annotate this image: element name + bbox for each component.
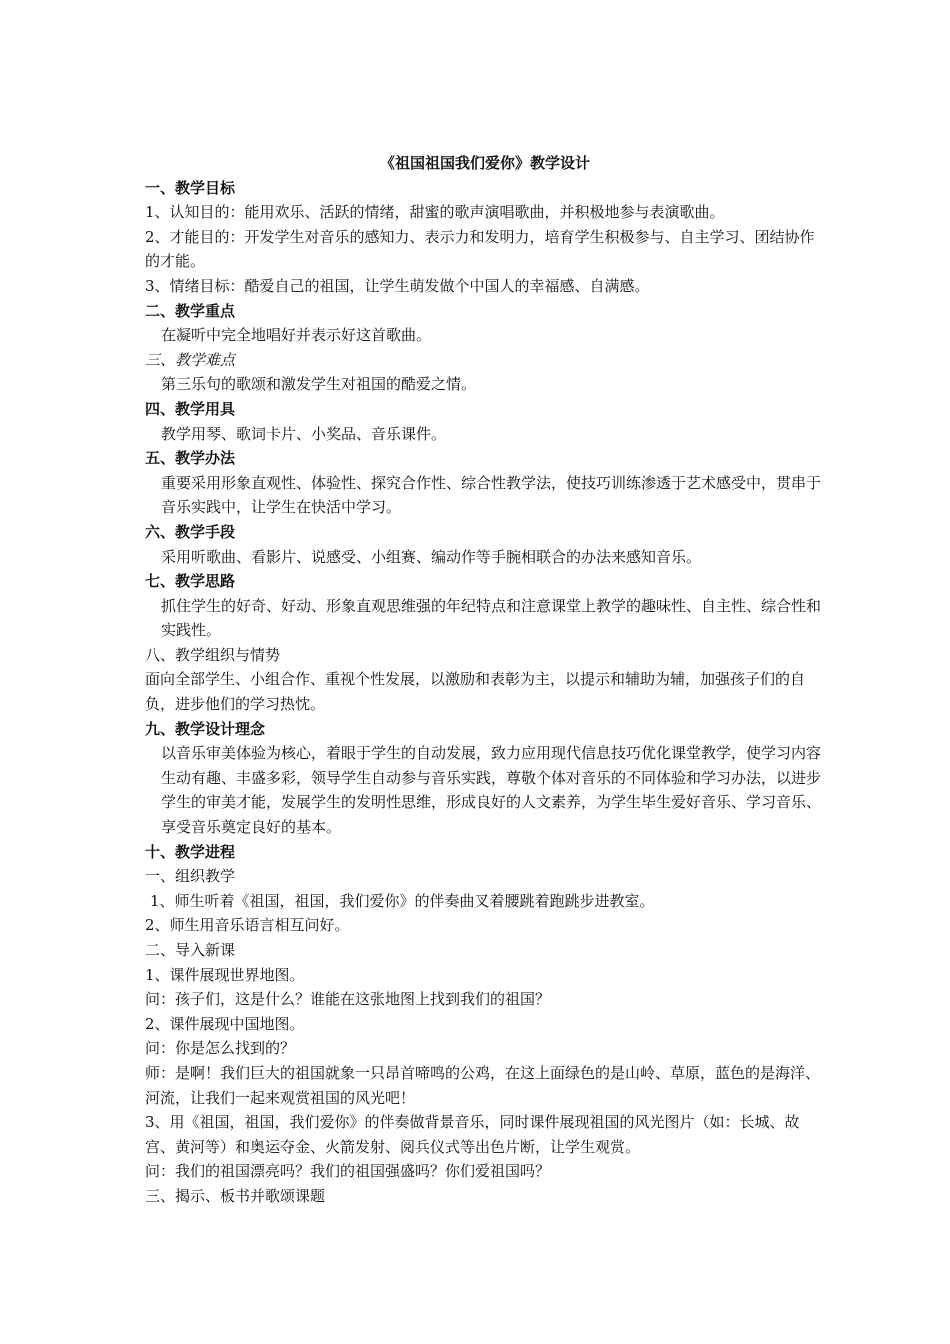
section-heading-organization: 八、教学组织与情势 bbox=[145, 645, 281, 664]
section-text-organization: 面向全部学生、小组合作、重视个性发展，以激励和表彰为主，以提示和辅助为辅，加强孩子们的自负，进步他们的学习热忱。 bbox=[145, 670, 806, 714]
process-item: 问：你是怎么找到的？ bbox=[145, 1039, 296, 1058]
objective-item: 2、才能目的：开发学生对音乐的感知力、表示力和发明力，培育学生积极参与、自主学习、团结协作的才能。 bbox=[145, 227, 815, 271]
section-heading-methods: 五、教学办法 bbox=[145, 449, 236, 468]
section-heading-means: 六、教学手段 bbox=[145, 522, 236, 541]
section-text-difficulties: 第三乐句的歌颂和激发学生对祖国的酷爱之情。 bbox=[161, 375, 477, 394]
objective-item: 1、认知目的：能用欢乐、活跃的情绪，甜蜜的歌声演唱歌曲，并积极地参与表演歌曲。 bbox=[145, 203, 725, 222]
process-item: 师：是啊！我们巨大的祖国就象一只昂首啼鸣的公鸡，在这上面绿色的是山岭、草原，蓝色的是海洋、河流，让我们一起来观赏祖国的风光吧！ bbox=[145, 1063, 821, 1107]
process-item: 2、师生用音乐语言相互问好。 bbox=[145, 916, 350, 935]
section-heading-difficulties: 三、教学难点 bbox=[145, 350, 236, 369]
document-title: 《祖国祖国我们爱你》教学设计 bbox=[379, 154, 590, 172]
section-text-design-concept: 以音乐审美体验为核心，着眼于学生的自动发展，致力应用现代信息技巧优化课堂教学，使学习内容生动有趣、丰盛多彩，领导学生自动参与音乐实践，尊敬个体对音乐的不同体验和学习办法，以进步学生的审美才能，发展学生的发明性思维，形成良好的人文素养，为学生毕生爱好音乐、学习音乐、享受音乐奠定良好的基本。 bbox=[161, 744, 822, 837]
subsection-heading-reveal: 三、揭示、板书并歌颂课题 bbox=[145, 1186, 326, 1205]
section-heading-process: 十、教学进程 bbox=[145, 842, 236, 861]
process-item: 问：孩子们，这是什么？谁能在这张地图上找到我们的祖国？ bbox=[145, 990, 551, 1009]
section-text-key-points: 在凝听中完全地唱好并表示好这首歌曲。 bbox=[161, 326, 432, 345]
process-item: 1、课件展现世界地图。 bbox=[145, 965, 305, 984]
section-text-approach: 抓住学生的好奇、好动、形象直观思维强的年纪特点和注意课堂上教学的趣味性、自主性、综合性和实践性。 bbox=[161, 596, 822, 640]
subsection-heading-organize: 一、组织教学 bbox=[145, 867, 236, 886]
section-heading-approach: 七、教学思路 bbox=[145, 572, 236, 591]
process-item: 3、用《祖国，祖国，我们爱你》的伴奏做背景音乐，同时课件展现祖国的风光图片（如：长城、故宫、黄河等）和奥运夺金、火箭发射、阅兵仪式等出色片断，让学生观赏。 bbox=[145, 1113, 800, 1156]
process-item: 问：我们的祖国漂亮吗？我们的祖国强盛吗？你们爱祖国吗？ bbox=[145, 1162, 551, 1181]
subsection-heading-introduce: 二、导入新课 bbox=[145, 941, 236, 959]
section-heading-key-points: 二、教学重点 bbox=[145, 301, 236, 320]
section-text-methods: 重要采用形象直观性、体验性、探究合作性、综合性教学法，使技巧训练渗透于艺术感受中，贯串于音乐实践中，让学生在快活中学习。 bbox=[161, 473, 822, 517]
section-text-means: 采用听歌曲、看影片、说感受、小组赛、编动作等手腕相联合的办法来感知音乐。 bbox=[161, 547, 702, 566]
document-body bbox=[145, 151, 825, 1209]
section-text-tools: 教学用琴、歌词卡片、小奖品、音乐课件。 bbox=[161, 424, 447, 443]
section-heading-design-concept: 九、教学设计理念 bbox=[145, 719, 266, 738]
section-heading-tools: 四、教学用具 bbox=[145, 399, 236, 418]
process-item: 1、师生听着《祖国，祖国，我们爱你》的伴奏曲叉着腰跳着跑跳步进教室。 bbox=[150, 891, 655, 910]
objective-item: 3、情绪目标：酷爱自己的祖国，让学生萌发做个中国人的幸福感、自满感。 bbox=[145, 276, 650, 295]
section-heading-objectives: 一、教学目标 bbox=[145, 178, 236, 197]
process-item: 2、课件展现中国地图。 bbox=[145, 1014, 305, 1033]
